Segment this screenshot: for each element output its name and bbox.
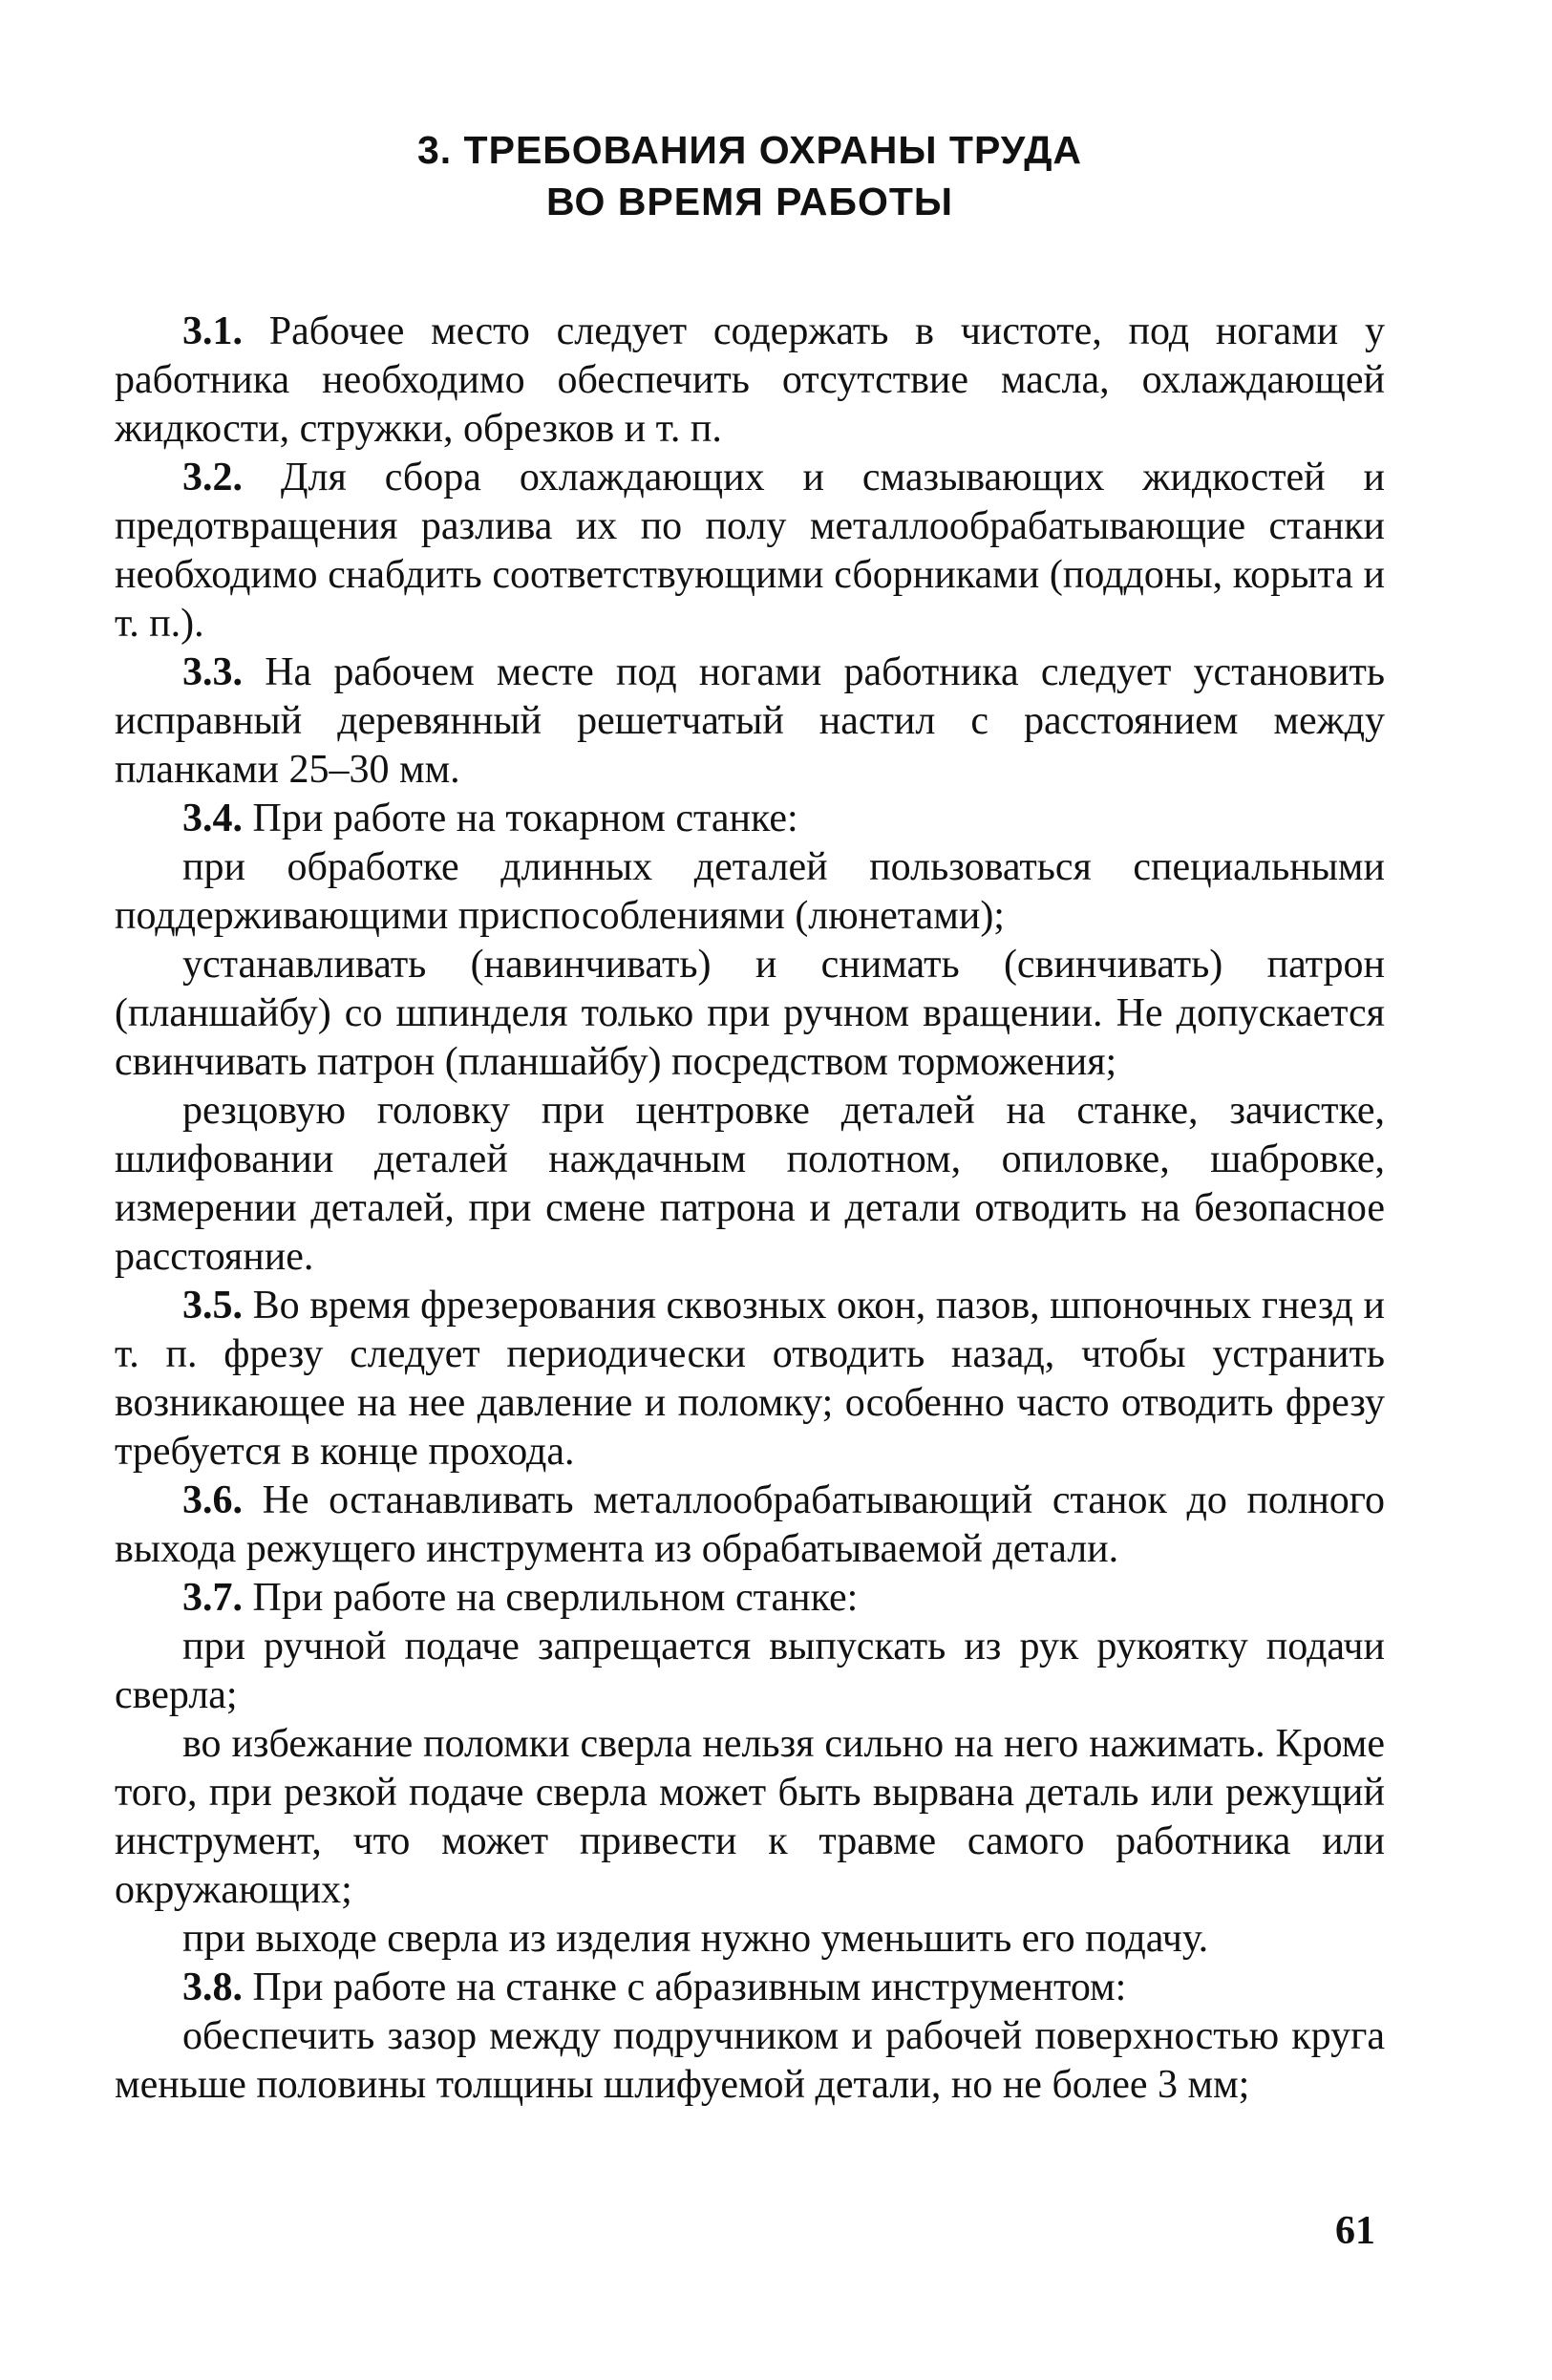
paragraph-3-4-item-3 (115, 1087, 1385, 1282)
paragraph-3-4-item-2 (115, 941, 1385, 1087)
paragraph-3-3 (115, 648, 1385, 795)
paragraph-text: Рабочее место следует содержать в чистоте, под ногами у работника необходимо обеспечить отсутствие масла, охлаждающей жидкости, стружки, обрезков и т. п. (115, 309, 1385, 451)
clause-number: 3.1. (182, 309, 243, 353)
paragraph-text: при обработке длинных деталей пользоваться специальными поддерживающими приспособлениями (люнетами); (115, 845, 1385, 938)
body-text (115, 308, 1385, 2110)
paragraph-3-7-item-1 (115, 1623, 1385, 1720)
heading-line-1: 3. ТРЕБОВАНИЯ ОХРАНЫ ТРУДА (416, 128, 1083, 172)
document-page (115, 124, 1385, 2110)
paragraph-text: во избежание поломки сверла нельзя сильно на него нажимать. Кроме того, при резкой подаче сверла может быть вырвана деталь или режущий инструмент, что может привести к травме самого работника или окружающих; (115, 1722, 1385, 1912)
clause-number: 3.5. (182, 1284, 243, 1328)
paragraph-3-8-item-1 (115, 2012, 1385, 2110)
paragraph-text: При работе на токарном станке: (243, 797, 798, 840)
paragraph-3-8 (115, 1964, 1385, 2012)
paragraph-text: Не останавливать металлообрабатывающий станок до полного выхода режущего инструмента из обрабатываемой детали. (115, 1478, 1385, 1571)
paragraph-3-2 (115, 454, 1385, 648)
paragraph-text: На рабочем месте под ногами работника следует установить исправный деревянный решетчатый настил с расстоянием между планками 25–30 мм. (115, 650, 1385, 792)
paragraph-3-1 (115, 308, 1385, 454)
section-heading (115, 124, 1385, 227)
clause-number: 3.4. (182, 797, 243, 840)
paragraph-3-7 (115, 1574, 1385, 1623)
clause-number: 3.2. (182, 456, 243, 499)
paragraph-text: При работе на станке с абразивным инструментом: (243, 1966, 1127, 2009)
page-number: 61 (1335, 2209, 1375, 2253)
paragraph-3-4-item-1 (115, 843, 1385, 941)
clause-number: 3.6. (182, 1478, 243, 1522)
paragraph-3-5 (115, 1282, 1385, 1477)
paragraph-3-6 (115, 1477, 1385, 1574)
paragraph-text: при ручной подаче запрещается выпускать из рук рукоятку подачи сверла; (115, 1625, 1385, 1717)
paragraph-text: устанавливать (навинчивать) и снимать (свинчивать) патрон (планшайбу) со шпинделя только при ручном вращении. Не допускается свинчивать патрон (планшайбу) посредством торможения; (115, 943, 1385, 1084)
paragraph-3-7-item-2 (115, 1720, 1385, 1915)
clause-number: 3.8. (182, 1966, 243, 2009)
clause-number: 3.3. (182, 650, 243, 694)
clause-number: 3.7. (182, 1576, 243, 1620)
paragraph-text: резцовую головку при центровке деталей на станке, зачистке, шлифовании деталей наждачным полотном, опиловке, шабровке, измерении деталей, при смене патрона и детали отводить на безопасное расстояние. (115, 1089, 1385, 1279)
paragraph-text: При работе на сверлильном станке: (243, 1576, 859, 1620)
paragraph-3-4 (115, 795, 1385, 843)
heading-line-2: ВО ВРЕМЯ РАБОТЫ (545, 180, 954, 223)
paragraph-text: обеспечить зазор между подручником и рабочей поверхностью круга меньше половины толщины шлифуемой детали, но не более 3 мм; (115, 2014, 1385, 2107)
paragraph-3-7-item-3 (115, 1915, 1385, 1964)
paragraph-text: при выходе сверла из изделия нужно уменьшить его подачу. (182, 1917, 1209, 1961)
paragraph-text: Для сбора охлаждающих и смазывающих жидкостей и предотвращения разлива их по полу металлообрабатывающие станки необходимо снабдить соответствующими сборниками (поддоны, корыта и т. п.). (115, 456, 1385, 646)
paragraph-text: Во время фрезерования сквозных окон, пазов, шпоночных гнезд и т. п. фрезу следует периодически отводить назад, чтобы устранить возникающее на нее давление и поломку; особенно часто отводить фрезу требуется в конце прохода. (115, 1284, 1385, 1474)
